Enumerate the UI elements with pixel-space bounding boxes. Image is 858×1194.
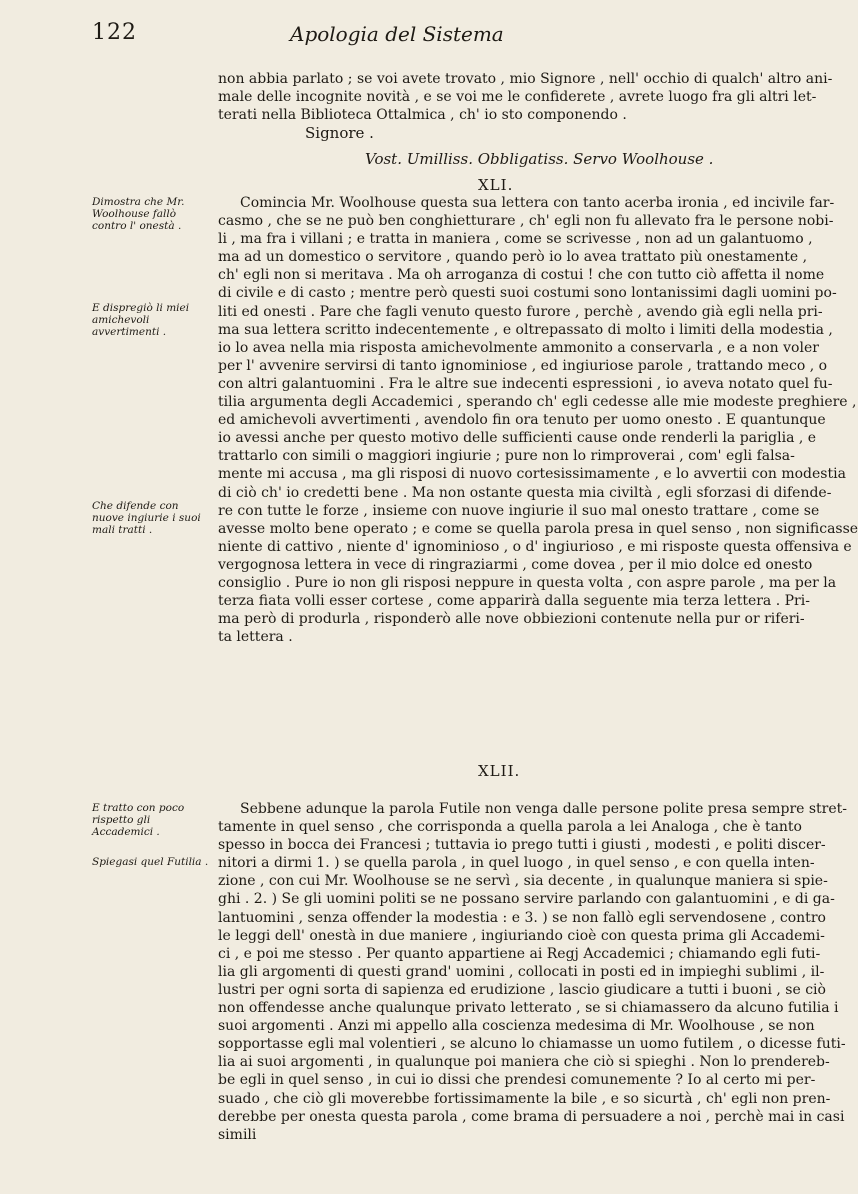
text-line: io avessi anche per questo motivo delle sufficienti cause onde renderli la pariglia , e [218, 430, 817, 447]
text-line: non offendesse anche qualunque privato letterato , se si chiamassero da alcuno futilia i [218, 1000, 839, 1017]
text-line: male delle incognite novità , e se voi me le confiderete , avrete luogo fra gli altri let- [218, 89, 817, 106]
text-line: re con tutte le forze , insieme con nuove ingiurie il suo mal onesto trattare , come se [218, 502, 820, 519]
section-number-41: XLI. [478, 176, 514, 194]
text-line: ed amichevoli avvertimenti , avendolo fin ora tenuto per uomo onesto . E quantunque [218, 412, 826, 429]
text-line: tilia argumenta degli Accademici , sperando ch' egli cedesse alle mie modeste preghiere , [218, 394, 857, 411]
text-line: ma però di produrla , risponderò alle nove obbiezioni contenute nella pur or riferi- [218, 611, 805, 628]
margin-note: Dimostra che Mr. Woolhouse fallò contro l' onestà . [92, 196, 185, 232]
margin-note: E dispregiò li miei amichevoli avvertimenti . [92, 302, 190, 338]
section-41-body [218, 194, 858, 646]
text-line: ch' egli non si meritava . Ma oh arroganza di costui ! che con tutto ciò affetta il nome [218, 267, 825, 284]
text-line: casmo , che se ne può ben conghietturare , ch' egli non fu allevato fra le persone nobi- [218, 213, 834, 230]
text-line: di ciò ch' io credetti bene . Ma non ostante questa mia civiltà , egli sforzasi di difende- [218, 484, 832, 501]
text-line: terza fiata volli esser cortese , come apparirà dalla seguente mia terza lettera . Pri- [218, 593, 810, 610]
text-line: di civile e di casto ; mentre però questi suoi costumi sono lontanissimi dagli uomini po- [218, 285, 837, 302]
text-line: avesse molto bene operato ; e come se quella parola presa in quel senso , non significasse [218, 520, 858, 537]
page-number: 122 [92, 20, 137, 45]
text-line: mente mi accusa , ma gli risposi di nuovo cortesissimamente , e lo avvertii con modestia [218, 466, 846, 483]
text-line: le leggi dell' onestà in due maniere , ingiuriando cioè con questa prima gli Accademi- [218, 927, 825, 944]
text-line: be egli in quel senso , in cui io dissi che prendesi comunemente ? Io al certo mi per- [218, 1072, 816, 1089]
text-line: ghi . 2. ) Se gli uomini politi se ne possano servire parlando con galantuomini , e di ga- [218, 891, 835, 908]
text-line: io lo avea nella mia risposta amichevolmente ammonito a conservarla , e a non voler [218, 339, 819, 356]
section-number-42: XLII. [478, 762, 521, 780]
text-line: sopportasse egli mal volentieri , se alcuno lo chiamasse un uomo futilem , o dicesse futi- [218, 1036, 846, 1053]
text-line: Sebbene adunque la parola Futile non venga dalle persone polite presa sempre stret- [240, 801, 848, 817]
signature: Vost. Umilliss. Obbligatiss. Servo Woolhouse . [365, 150, 714, 168]
text-line: ci , e poi me stesso . Per quanto appartiene ai Regj Accademici ; chiamando egli futi- [218, 945, 821, 962]
text-line: zione , con cui Mr. Woolhouse se ne servì , sia decente , in qualunque maniera si spie- [218, 873, 828, 890]
text-line: terati nella Biblioteca Ottalmica , ch' io sto componendo . [218, 107, 627, 124]
text-line: Comincia Mr. Woolhouse questa sua lettera con tanto acerba ironia , ed incivile far- [240, 195, 835, 211]
text-line: ma sua lettera scritto indecentemente , e oltrepassato di molto i limiti della modestia , [218, 321, 833, 338]
text-line: lantuomini , senza offender la modestia : e 3. ) se non fallò egli servendosene , contro [218, 909, 826, 926]
section-42-body [218, 800, 848, 1144]
text-line: nitori a dirmi 1. ) se quella parola , in quel luogo , in quel senso , e con quella inten- [218, 855, 815, 872]
text-line: lia gli argomenti di questi grand' uomini , collocati in posti ed in impieghi sublimi , il- [218, 963, 825, 980]
text-line: trattarlo con simili o maggiori ingiurie ; pure non lo rimproverai , com' egli falsa- [218, 448, 795, 465]
text-line: derebbe per onesta questa parola , come brama di persuadere a noi , perchè mai in casi [218, 1108, 845, 1125]
text-line: vergognosa lettera in vece di ringraziarmi , come dovea , per il mio dolce ed onesto [218, 556, 813, 573]
page-header [0, 20, 800, 50]
section-40-ending [218, 70, 833, 124]
text-line: con altri galantuomini . Fra le altre sue indecenti espressioni , io aveva notato quel fu- [218, 375, 833, 392]
text-line: spesso in bocca dei Francesi ; tuttavia io prego tutti i giusti , modesti , e politi discer- [218, 837, 826, 854]
text-line: suado , che ciò gli moverebbe fortissimamente la bile , e so sicurtà , ch' egli non pren- [218, 1090, 831, 1107]
text-line: tamente in quel senso , che corrisponda a quella parola a lei Analoga , che è tanto [218, 819, 802, 836]
text-line: ma ad un domestico o servitore , quando però io lo avea trattato più onestamente , [218, 249, 808, 266]
margin-note: Spiegasi quel Futilia . [92, 856, 209, 868]
running-head: Apologia del Sistema [290, 22, 504, 46]
text-line: li , ma fra i villani ; e tratta in maniera , come se scrivesse , non ad un galantuomo , [218, 231, 813, 248]
closing-salutation: Signore . [305, 124, 374, 142]
text-line: lustri per ogni sorta di sapienza ed erudizione , lascio giudicare a tutti i buoni , se ciò [218, 981, 826, 998]
text-line: liti ed onesti . Pare che fagli venuto questo furore , perchè , avendo già egli nella pri- [218, 303, 823, 320]
text-line: lia ai suoi argomenti , in qualunque poi maniera che ciò si spieghi . Non lo prendereb- [218, 1054, 830, 1071]
text-line: non abbia parlato ; se voi avete trovato , mio Signore , nell' occhio di qualch' altro ani- [218, 71, 833, 87]
text-line: per l' avvenire servirsi di tanto ignominiose , ed ingiuriose parole , trattando meco , o [218, 357, 828, 374]
text-line: consiglio . Pure io non gli risposi neppure in questa volta , con aspre parole , ma per la [218, 574, 837, 591]
margin-note: Che difende con nuove ingiurie i suoi mali tratti . [92, 500, 201, 536]
text-line: suoi argomenti . Anzi mi appello alla coscienza medesima di Mr. Woolhouse , se non [218, 1018, 815, 1035]
text-line: simili [218, 1126, 257, 1143]
text-line: niente di cattivo , niente d' ignominioso , o d' ingiurioso , e mi risposte questa offensiva e [218, 538, 852, 555]
margin-note: E tratto con poco rispetto gli Accademici . [92, 802, 185, 838]
text-line: ta lettera . [218, 629, 293, 646]
